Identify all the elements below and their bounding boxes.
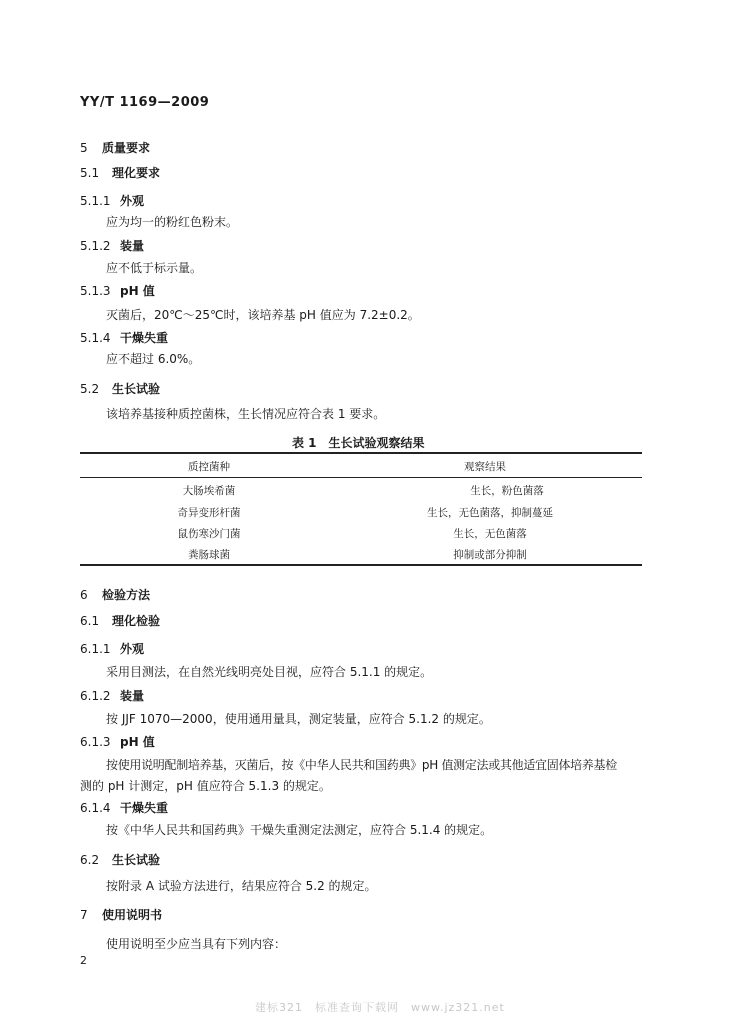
section-number: 6 [80, 588, 88, 602]
section-5-1-3-body: 灭菌后，20℃～25℃时，该培养基 pH 值应为 7.2±0.2。 [106, 308, 420, 322]
section-6-2-body: 按附录 A 试验方法进行，结果应符合 5.2 的规定。 [106, 879, 377, 893]
table-cell-result: 抑制或部分抑制 [453, 549, 527, 561]
section-number: 6.2 [80, 853, 100, 867]
section-title: 理化要求 [112, 166, 161, 180]
section-5-heading [80, 139, 150, 156]
table-header-rule [80, 477, 642, 478]
section-title: 使用说明书 [102, 908, 163, 922]
section-number: 5.1.3 [80, 284, 111, 298]
table-header-strain: 质控菌种 [188, 461, 230, 473]
section-title: 生长试验 [112, 853, 161, 867]
section-5-1-4-heading [80, 329, 168, 346]
section-6-1-4-heading [80, 799, 168, 816]
section-title: 装量 [120, 239, 145, 253]
section-5-1-2-body: 应不低于标示量。 [106, 261, 203, 275]
table-cell-strain: 粪肠球菌 [188, 549, 230, 561]
table-header-result: 观察结果 [464, 461, 506, 473]
section-6-heading [80, 586, 150, 603]
section-number: 6.1.4 [80, 801, 111, 815]
table-cell-strain: 奇异变形杆菌 [177, 507, 241, 519]
section-title: 干燥失重 [120, 331, 169, 345]
section-6-2-heading [80, 851, 160, 868]
section-7-heading [80, 906, 162, 923]
table-cell-result: 生长，无色菌落，抑制蔓延 [427, 507, 553, 519]
section-5-1-1-heading [80, 192, 144, 209]
section-number: 6.1 [80, 614, 100, 628]
section-number: 7 [80, 908, 88, 922]
section-5-2-body: 该培养基接种质控菌株，生长情况应符合表 1 要求。 [106, 407, 386, 421]
growth-test-table [80, 452, 642, 566]
section-title: 检验方法 [102, 588, 151, 602]
section-6-1-4-body: 按《中华人民共和国药典》干燥失重测定法测定，应符合 5.1.4 的规定。 [106, 823, 493, 837]
section-number: 5 [80, 141, 88, 155]
table-cell-strain: 大肠埃希菌 [182, 485, 236, 497]
section-title: 干燥失重 [120, 801, 169, 815]
table-caption: 表 1 生长试验观察结果 [292, 436, 425, 450]
section-number: 5.2 [80, 382, 100, 396]
section-5-1-1-body: 应为均一的粉红色粉末。 [106, 215, 239, 229]
section-6-1-2-heading [80, 687, 144, 704]
section-6-1-3-body-line2: 测的 pH 计测定，pH 值应符合 5.1.3 的规定。 [80, 779, 331, 793]
section-5-1-heading [80, 164, 160, 181]
section-5-2-heading [80, 380, 160, 397]
section-title: pH 值 [120, 284, 155, 298]
section-title: 理化检验 [112, 614, 161, 628]
section-title: 装量 [120, 689, 145, 703]
table-cell-result: 生长，无色菌落 [453, 528, 527, 540]
section-6-1-3-heading [80, 733, 155, 750]
section-number: 5.1 [80, 166, 100, 180]
section-6-1-2-body: 按 JJF 1070—2000，使用通用量具，测定装量，应符合 5.1.2 的规定。 [106, 712, 491, 726]
section-6-1-heading [80, 612, 160, 629]
table-cell-result: 生长，粉色菌落 [470, 485, 544, 497]
table-top-rule [80, 452, 642, 454]
section-5-1-4-body: 应不超过 6.0%。 [106, 352, 201, 366]
section-title: pH 值 [120, 735, 155, 749]
document-code: YY/T 1169—2009 [80, 95, 210, 110]
section-5-1-3-heading [80, 282, 155, 299]
section-number: 6.1.1 [80, 642, 111, 656]
section-6-1-3-body-line1: 按使用说明配制培养基，灭菌后，按《中华人民共和国药典》pH 值测定法或其他适宜固体培养基检 [106, 758, 617, 772]
section-6-1-1-heading [80, 640, 144, 657]
section-number: 5.1.2 [80, 239, 111, 253]
table-bottom-rule [80, 564, 642, 566]
section-6-1-1-body: 采用目测法，在自然光线明亮处目视，应符合 5.1.1 的规定。 [106, 665, 433, 679]
section-number: 5.1.1 [80, 194, 111, 208]
section-title: 质量要求 [102, 141, 151, 155]
section-number: 5.1.4 [80, 331, 111, 345]
section-title: 生长试验 [112, 382, 161, 396]
watermark-text: 建标321 标准查询下载网 www.jz321.net [255, 1001, 505, 1014]
section-5-1-2-heading [80, 237, 144, 254]
table-cell-strain: 鼠伤寒沙门菌 [177, 528, 241, 540]
section-title: 外观 [120, 642, 145, 656]
section-number: 6.1.3 [80, 735, 111, 749]
section-7-body: 使用说明至少应当具有下列内容： [106, 937, 287, 951]
page-number: 2 [80, 954, 87, 967]
section-title: 外观 [120, 194, 145, 208]
section-number: 6.1.2 [80, 689, 111, 703]
